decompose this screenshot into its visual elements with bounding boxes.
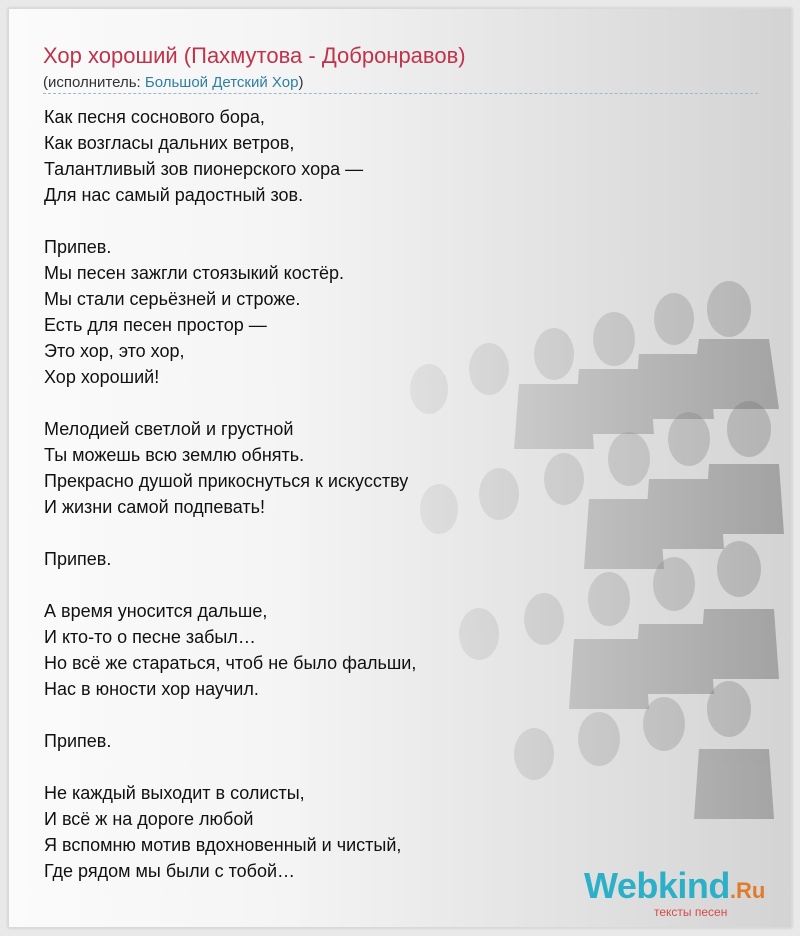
lyric-line: Припев. [44, 237, 112, 257]
lyric-line: Нас в юности хор научил. [44, 679, 259, 699]
lyric-line: И кто-то о песне забыл… [44, 627, 256, 647]
stanza-6 [44, 728, 744, 754]
stanza-5 [44, 598, 744, 702]
lyric-line: Есть для песен простор — [44, 315, 267, 335]
stanza-3 [44, 416, 744, 520]
stanza-2 [44, 234, 744, 390]
lyric-line: Прекрасно душой прикоснуться к искусству [44, 471, 409, 491]
header-divider [43, 93, 758, 94]
lyric-line: Мелодией светлой и грустной [44, 419, 294, 439]
lyric-line: Хор хороший! [44, 367, 160, 387]
stanza-4 [44, 546, 744, 572]
logo-domain-text: .Ru [729, 878, 766, 903]
lyrics-page [9, 9, 791, 927]
logo-tagline: тексты песен [654, 905, 728, 919]
lyric-line: Ты можешь всю землю обнять. [44, 445, 305, 465]
logo-main-text: Webkind [584, 865, 730, 906]
lyric-line: Припев. [44, 549, 112, 569]
lyric-line: Талантливый зов пионерского хора — [44, 159, 364, 179]
lyric-line: Как возгласы дальних ветров, [44, 133, 295, 153]
lyric-line: Я вспомню мотив вдохновенный и чистый, [44, 835, 402, 855]
performer-suffix: ) [298, 74, 304, 91]
lyrics-text [44, 104, 744, 910]
lyric-line: Как песня соснового бора, [44, 107, 265, 127]
lyric-line: Где рядом мы были с тобой… [44, 861, 296, 881]
lyric-line: Это хор, это хор, [44, 341, 185, 361]
lyric-line: Но всё же стараться, чтоб не было фальши, [44, 653, 417, 673]
lyric-line: А время уносится дальше, [44, 601, 268, 621]
performer-link[interactable]: Большой Детский Хор [144, 74, 299, 91]
lyric-line: Мы стали серьёзней и строже. [44, 289, 301, 309]
song-title: Хор хороший (Пахмутова - Добронравов) [43, 43, 466, 68]
stanza-1 [44, 104, 744, 208]
lyric-line: Не каждый выходит в солисты, [44, 783, 305, 803]
lyrics-card [8, 8, 792, 928]
lyric-line: Припев. [44, 731, 112, 751]
performer-prefix: (исполнитель: [43, 74, 145, 91]
performer-line [43, 74, 303, 91]
lyric-line: И всё ж на дороге любой [44, 809, 254, 829]
webkind-logo[interactable] [584, 865, 766, 919]
lyric-line: Мы песен зажгли стоязыкий костёр. [44, 263, 345, 283]
lyric-line: И жизни самой подпевать! [44, 497, 265, 517]
lyric-line: Для нас самый радостный зов. [44, 185, 304, 205]
